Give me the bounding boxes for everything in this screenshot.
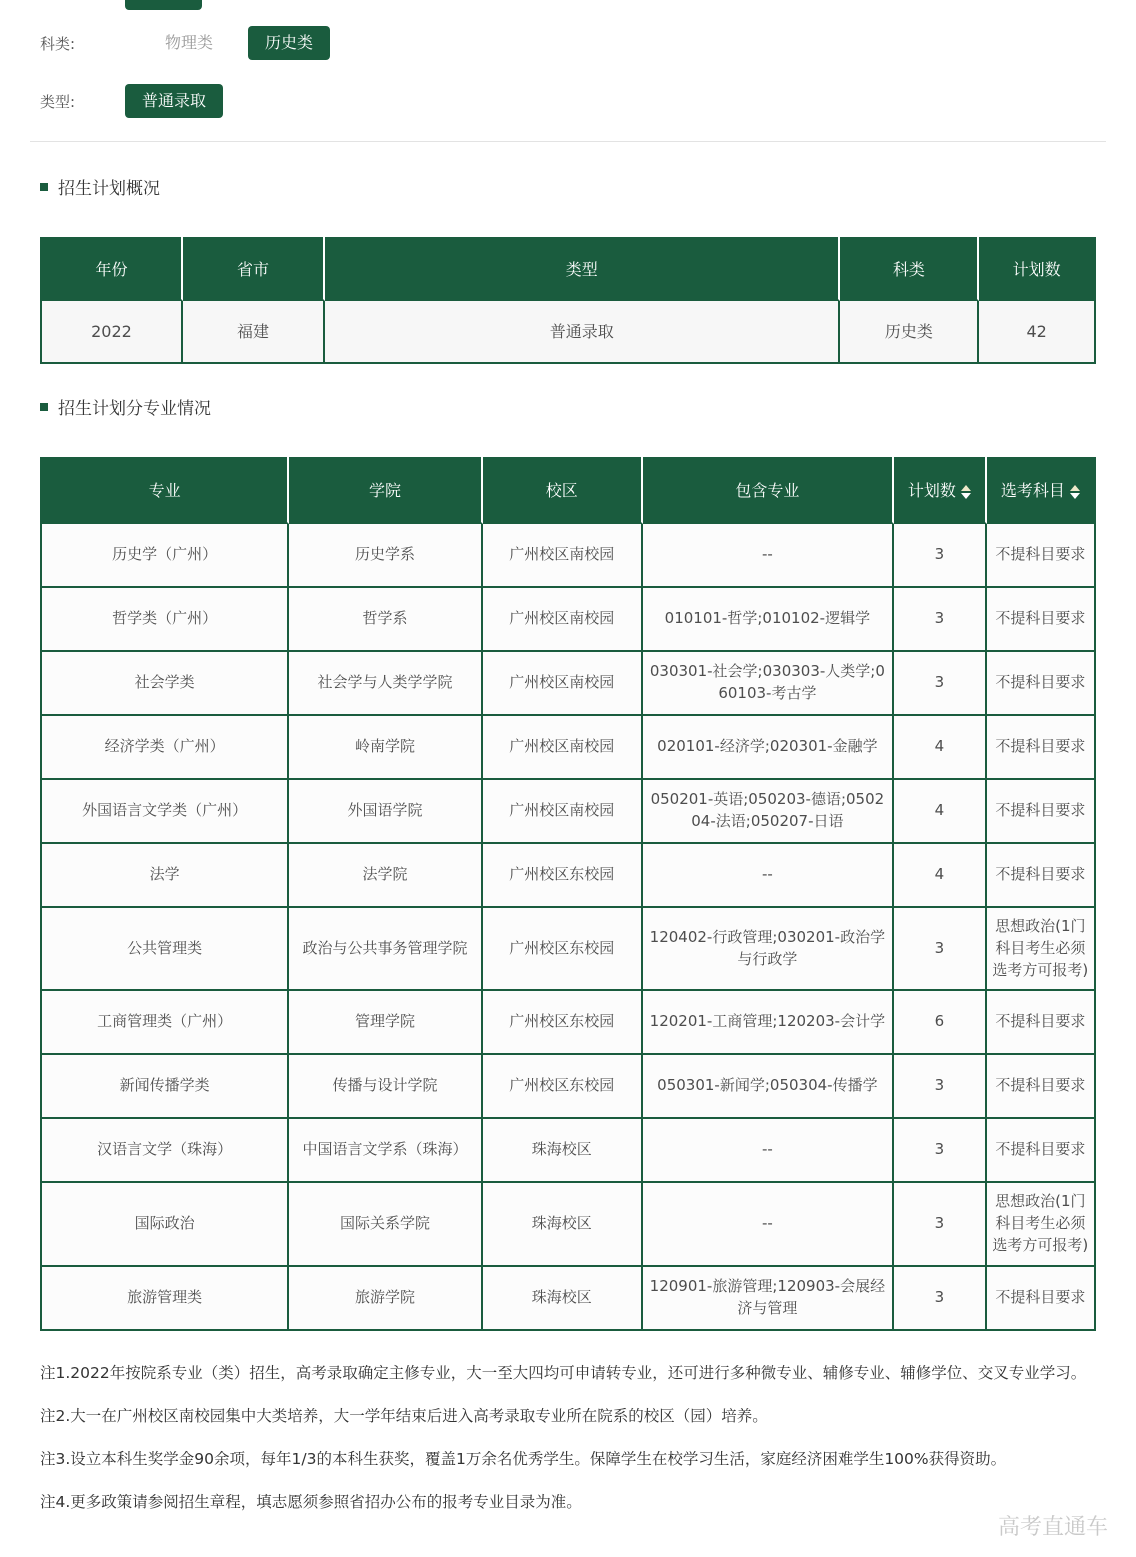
table-cell: -- xyxy=(643,1183,894,1266)
table-cell: 哲学类（广州） xyxy=(42,588,289,652)
table-cell: 3 xyxy=(894,524,987,588)
column-header xyxy=(325,237,840,301)
table-cell: 岭南学院 xyxy=(289,716,483,780)
table-cell: 不提科目要求 xyxy=(987,991,1094,1055)
column-header-label: 选考科目 xyxy=(1000,481,1065,500)
table-cell: 3 xyxy=(894,1055,987,1119)
plan-overview-table xyxy=(40,237,1096,364)
table-cell: 广州校区东校园 xyxy=(483,1055,643,1119)
table-cell: 广州校区东校园 xyxy=(483,908,643,991)
table-cell: 中国语言文学系（珠海） xyxy=(289,1119,483,1183)
table-cell: 120402-行政管理;030201-政治学与行政学 xyxy=(643,908,894,991)
column-header-label: 校区 xyxy=(545,481,578,500)
table-cell: 不提科目要求 xyxy=(987,1267,1094,1331)
table-cell: 管理学院 xyxy=(289,991,483,1055)
table-cell: 旅游管理类 xyxy=(42,1267,289,1331)
table-row xyxy=(42,780,1094,844)
table-cell: 历史学系 xyxy=(289,524,483,588)
note-4: 注4.更多政策请参阅招生章程，填志愿须参照省招办公布的报考专业目录为准。 xyxy=(40,1492,582,1511)
table-cell: 050201-英语;050203-德语;050204-法语;050207-日语 xyxy=(643,780,894,844)
column-header xyxy=(979,237,1094,301)
section-title-overview xyxy=(40,174,1136,199)
table-cell: 珠海校区 xyxy=(483,1119,643,1183)
subject-option-physics[interactable]: 物理类 xyxy=(165,33,214,52)
table-cell: 汉语言文学（珠海） xyxy=(42,1119,289,1183)
table-cell: 外国语学院 xyxy=(289,780,483,844)
section-title-majors xyxy=(40,394,1136,419)
table-cell: 新闻传播学类 xyxy=(42,1055,289,1119)
table-cell: 120901-旅游管理;120903-会展经济与管理 xyxy=(643,1267,894,1331)
subject-filter-label: 科类: xyxy=(40,34,76,53)
divider xyxy=(30,141,1106,142)
table-cell: 020101-经济学;020301-金融学 xyxy=(643,716,894,780)
column-header-label: 计划数 xyxy=(907,481,956,500)
bullet-square-icon xyxy=(40,183,48,191)
table-cell: 哲学系 xyxy=(289,588,483,652)
table-cell: 思想政治(1门科目考生必须选考方可报考) xyxy=(987,908,1094,991)
table-row xyxy=(42,588,1094,652)
table-cell: 工商管理类（广州） xyxy=(42,991,289,1055)
table-cell: 广州校区南校园 xyxy=(483,652,643,716)
table-cell: 3 xyxy=(894,1183,987,1266)
table-cell: -- xyxy=(643,1119,894,1183)
column-header xyxy=(42,237,183,301)
table-cell: 社会学与人类学学院 xyxy=(289,652,483,716)
note-3: 注3.设立本科生奖学金90余项，每年1/3的本科生获奖，覆盖1万余名优秀学生。保障学生在校学习生活，家庭经济困难学生100%获得资助。 xyxy=(40,1449,1007,1468)
column-header[interactable] xyxy=(987,457,1094,524)
filter-row-type xyxy=(40,84,1136,118)
column-header-label: 包含专业 xyxy=(735,481,800,500)
table-cell: 法学 xyxy=(42,844,289,908)
column-header-label: 省市 xyxy=(236,259,269,279)
table-cell: -- xyxy=(643,524,894,588)
column-header xyxy=(840,237,979,301)
table-cell: 不提科目要求 xyxy=(987,652,1094,716)
table-row xyxy=(42,908,1094,991)
table-cell: 050301-新闻学;050304-传播学 xyxy=(643,1055,894,1119)
table-cell: 广州校区南校园 xyxy=(483,780,643,844)
table-cell: 广州校区南校园 xyxy=(483,524,643,588)
table-cell: 国际关系学院 xyxy=(289,1183,483,1266)
type-option-regular[interactable]: 普通录取 xyxy=(125,84,223,118)
note-1: 注1.2022年按院系专业（类）招生，高考录取确定主修专业，大一至大四均可申请转专业，还可进行多种微专业、辅修专业、辅修学位、交叉专业学习。 xyxy=(40,1363,1087,1382)
table-row xyxy=(42,1055,1094,1119)
table-cell: 福建 xyxy=(183,301,325,364)
majors-plan-table xyxy=(40,457,1096,1331)
table-row xyxy=(42,1119,1094,1183)
table-cell: 广州校区东校园 xyxy=(483,844,643,908)
table-row xyxy=(42,1267,1094,1331)
table-cell: 思想政治(1门科目考生必须选考方可报考) xyxy=(987,1183,1094,1266)
table-cell: 政治与公共事务管理学院 xyxy=(289,908,483,991)
watermark-text: 高考直通车 xyxy=(997,1515,1108,1540)
column-header[interactable] xyxy=(894,457,987,524)
table-row xyxy=(42,652,1094,716)
table-cell: 外国语言文学类（广州） xyxy=(42,780,289,844)
table-row xyxy=(42,1183,1094,1266)
table-cell: 珠海校区 xyxy=(483,1183,643,1266)
table-cell: 不提科目要求 xyxy=(987,588,1094,652)
section-title-text: 招生计划分专业情况 xyxy=(58,399,211,419)
table-cell: 3 xyxy=(894,1267,987,1331)
table-cell: 不提科目要求 xyxy=(987,716,1094,780)
table-cell: 传播与设计学院 xyxy=(289,1055,483,1119)
column-header-label: 专业 xyxy=(148,481,181,500)
table-cell: 120201-工商管理;120203-会计学 xyxy=(643,991,894,1055)
table-cell: 珠海校区 xyxy=(483,1267,643,1331)
table-row xyxy=(42,991,1094,1055)
table-cell: 4 xyxy=(894,716,987,780)
table-cell: 3 xyxy=(894,908,987,991)
table-cell: 3 xyxy=(894,652,987,716)
table-cell: 历史学（广州） xyxy=(42,524,289,588)
section-title-text: 招生计划概况 xyxy=(58,179,160,199)
column-header-label: 年份 xyxy=(95,259,128,279)
table-cell: 不提科目要求 xyxy=(987,1055,1094,1119)
notes-block xyxy=(40,1359,1096,1517)
table-cell: -- xyxy=(643,844,894,908)
table-cell: 普通录取 xyxy=(325,301,840,364)
bullet-square-icon xyxy=(40,403,48,411)
table-cell: 不提科目要求 xyxy=(987,844,1094,908)
table-cell: 社会学类 xyxy=(42,652,289,716)
column-header-label: 类型 xyxy=(565,259,598,279)
note-2: 注2.大一在广州校区南校园集中大类培养，大一学年结束后进入高考录取专业所在院系的校区（园）培养。 xyxy=(40,1406,768,1425)
table-cell: 3 xyxy=(894,588,987,652)
header-row xyxy=(42,457,1094,524)
column-header xyxy=(643,457,894,524)
table-cell: 历史类 xyxy=(840,301,979,364)
column-header-label: 学院 xyxy=(368,481,401,500)
column-header xyxy=(183,237,325,301)
type-filter-label: 类型: xyxy=(40,92,76,111)
table-cell: 经济学类（广州） xyxy=(42,716,289,780)
table-cell: 010101-哲学;010102-逻辑学 xyxy=(643,588,894,652)
selected-filter-button-cropped[interactable] xyxy=(125,0,202,10)
header-row xyxy=(42,237,1094,301)
table-cell: 广州校区南校园 xyxy=(483,588,643,652)
table-cell: 030301-社会学;030303-人类学;060103-考古学 xyxy=(643,652,894,716)
table-row xyxy=(42,844,1094,908)
table-row xyxy=(42,716,1094,780)
column-header-label: 科类 xyxy=(892,259,925,279)
table-cell: 不提科目要求 xyxy=(987,1119,1094,1183)
table-cell: 6 xyxy=(894,991,987,1055)
table-cell: 不提科目要求 xyxy=(987,524,1094,588)
table-cell: 广州校区南校园 xyxy=(483,716,643,780)
table-cell: 42 xyxy=(979,301,1094,364)
table-cell: 广州校区东校园 xyxy=(483,991,643,1055)
sort-arrows-icon[interactable] xyxy=(961,485,971,499)
table-cell: 4 xyxy=(894,844,987,908)
table-cell: 4 xyxy=(894,780,987,844)
table-row xyxy=(42,524,1094,588)
table-cell: 公共管理类 xyxy=(42,908,289,991)
filter-row-subject xyxy=(40,26,1136,60)
table-row xyxy=(42,301,1094,364)
column-header-label: 计划数 xyxy=(1012,259,1061,279)
column-header xyxy=(289,457,483,524)
table-cell: 3 xyxy=(894,1119,987,1183)
column-header xyxy=(42,457,289,524)
sort-arrows-icon[interactable] xyxy=(1070,485,1080,499)
column-header xyxy=(483,457,643,524)
table-cell: 旅游学院 xyxy=(289,1267,483,1331)
table-cell: 国际政治 xyxy=(42,1183,289,1266)
table-cell: 不提科目要求 xyxy=(987,780,1094,844)
subject-option-history[interactable]: 历史类 xyxy=(248,26,330,60)
table-cell: 2022 xyxy=(42,301,183,364)
table-cell: 法学院 xyxy=(289,844,483,908)
